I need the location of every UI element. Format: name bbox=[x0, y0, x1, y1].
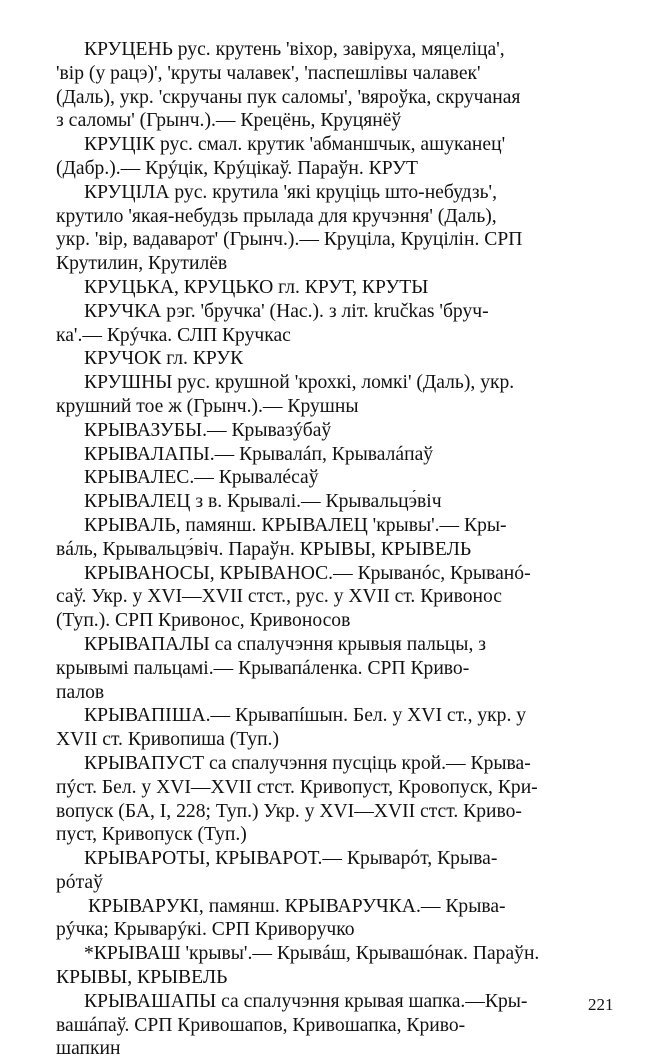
entry-line: пýст. Бел. у XVI—XVII стст. Кривопуст, Кровопуск, Кри- bbox=[56, 776, 538, 798]
entry-line: рýчка; Крыварýкі. СРП Криворучко bbox=[56, 919, 355, 941]
entry-line: (Туп.). СРП Кривонос, Кривоносов bbox=[56, 610, 351, 632]
entry-line: КРЫВАПІША.— Крывапíшын. Бел. у XVI ст., укр. у bbox=[84, 705, 527, 727]
entry-kryvapust bbox=[56, 752, 618, 847]
entry-kryvashapy bbox=[56, 990, 618, 1061]
entry-line: КРЫВАПАЛЫ са спалучэння крывыя пальцы, з bbox=[84, 633, 486, 655]
entries-column bbox=[56, 38, 618, 1061]
entry-line: КРЫВАЛЕС.— Крывалéсаў bbox=[84, 467, 319, 489]
entry-kryvaruki bbox=[56, 895, 618, 943]
entry-line: КРЫВАРУКІ, памянш. КРЫВАРУЧКА.— Крыва- bbox=[88, 895, 506, 917]
entry-krushny bbox=[56, 371, 618, 419]
entry-line: КРЫВАЛЕЦ з в. Крывалі.— Крывальцэ́віч bbox=[84, 491, 442, 513]
entry-line: КРУЦІЛА рус. крутила 'які круціць што-небудзь', bbox=[84, 181, 497, 203]
entry-line: КРУЦІК рус. смал. крутик 'абманшчык, ашуканец' bbox=[84, 134, 506, 156]
entry-kryvazuby bbox=[56, 419, 618, 443]
entry-line: пуст, Кривопуск (Туп.) bbox=[56, 824, 247, 846]
entry-line: КРУЦЕНЬ рус. крутень 'віхор, завіруха, мяцеліца', bbox=[84, 39, 505, 60]
entry-line: Крутилин, Крутилёв bbox=[56, 253, 228, 275]
entry-kryvalapy bbox=[56, 443, 618, 467]
entry-line: ка'.— Крýчка. СЛП Кручкас bbox=[56, 324, 291, 346]
entry-line: саў. Укр. у XVI—XVII стст., рус. у XVII ст. Кривонос bbox=[56, 586, 502, 608]
entry-kryvapisha bbox=[56, 704, 618, 752]
entry-krucila bbox=[56, 181, 618, 276]
entry-line: крушний тое ж (Грынч.).— Крушны bbox=[56, 395, 359, 417]
entry-kruchka bbox=[56, 300, 618, 348]
entry-kryvash bbox=[56, 942, 618, 990]
entry-line: вопуск (БА, I, 228; Туп.) Укр. у XVI—XVII стст. Криво- bbox=[56, 800, 522, 822]
entry-kryvanosy bbox=[56, 562, 618, 633]
entry-kryvaroty bbox=[56, 847, 618, 895]
entry-line: 'вір (у рацэ)', 'круты чалавек', 'паспешлівы чалавек' bbox=[56, 62, 481, 84]
entry-line: з саломы' (Грынч.).— Крецёнь, Круцянёў bbox=[56, 110, 402, 132]
entry-kruchok bbox=[56, 347, 618, 371]
page-number: 221 bbox=[588, 995, 614, 1014]
entry-line: КРЫВАШАПЫ са спалучэння крывая шапка.—Кры- bbox=[84, 990, 528, 1012]
entry-line: КРЫВАЛЬ, памянш. КРЫВАЛЕЦ 'крывы'.— Кры- bbox=[84, 514, 507, 536]
entry-line: КРЫВАЛАПЫ.— Крывалáп, Крывалáпаў bbox=[84, 443, 434, 465]
entry-line: КРУШНЫ рус. крушной 'крохкі, ломкі' (Даль), укр. bbox=[84, 372, 515, 394]
entry-kryvales bbox=[56, 466, 618, 490]
entry-line: КРЫВАПУСТ са спалучэння пусціць крой.— Крыва- bbox=[84, 752, 531, 774]
entry-kryval bbox=[56, 514, 618, 562]
entry-krucen bbox=[56, 38, 618, 133]
entry-line: (Даль), укр. 'скручаны пук саломы', 'вяроўка, скручаная bbox=[56, 86, 521, 108]
entry-line: КРЫВАНОСЫ, КРЫВАНОС.— Крыванóс, Крыванó- bbox=[84, 562, 531, 584]
entry-line: (Дабр.).— Крýцік, Крýцікаў. Параўн. КРУТ bbox=[56, 157, 418, 179]
entry-line: палов bbox=[56, 681, 105, 703]
entry-line: *КРЫВАШ 'крывы'.— Крывáш, Крывашóнак. Параўн. bbox=[84, 943, 540, 965]
entry-line: КРЫВАРОТЫ, КРЫВАРОТ.— Крыварóт, Крыва- bbox=[84, 848, 498, 870]
entry-kruck bbox=[56, 276, 618, 300]
entry-line: рóтаў bbox=[56, 871, 103, 893]
entry-line: КРУЦЬКА, КРУЦЬКО гл. КРУТ, КРУТЫ bbox=[84, 276, 429, 298]
entry-kryvalec bbox=[56, 490, 618, 514]
entry-krucik bbox=[56, 133, 618, 181]
entry-line: КРУЧОК гл. КРУК bbox=[84, 348, 244, 370]
entry-kryvapaly bbox=[56, 633, 618, 704]
entry-line: вáль, Крывальцэ́віч. Параўн. КРЫВЫ, КРЫВЕЛЬ bbox=[56, 538, 472, 560]
entry-line: КРЫВАЗУБЫ.— Крывазýбаў bbox=[84, 419, 332, 441]
entry-line: крутило 'якая-небудзь прылада для кручэння' (Даль), bbox=[56, 205, 497, 227]
entry-line: КРЫВЫ, КРЫВЕЛЬ bbox=[56, 967, 228, 989]
entry-line: шапкин bbox=[56, 1038, 121, 1060]
entry-line: КРУЧКА рэг. 'бручка' (Нас.). з літ. kručkas 'бруч- bbox=[84, 300, 489, 322]
entry-line: укр. 'вір, вадаварот' (Грынч.).— Круціла, Круцілін. СРП bbox=[56, 229, 523, 251]
entry-line: крывымі пальцамі.— Крывапáленка. СРП Криво- bbox=[56, 657, 470, 679]
entry-line: XVII ст. Кривопиша (Туп.) bbox=[56, 729, 279, 751]
entry-line: вашáпаў. СРП Кривошапов, Кривошапка, Криво- bbox=[56, 1014, 466, 1036]
